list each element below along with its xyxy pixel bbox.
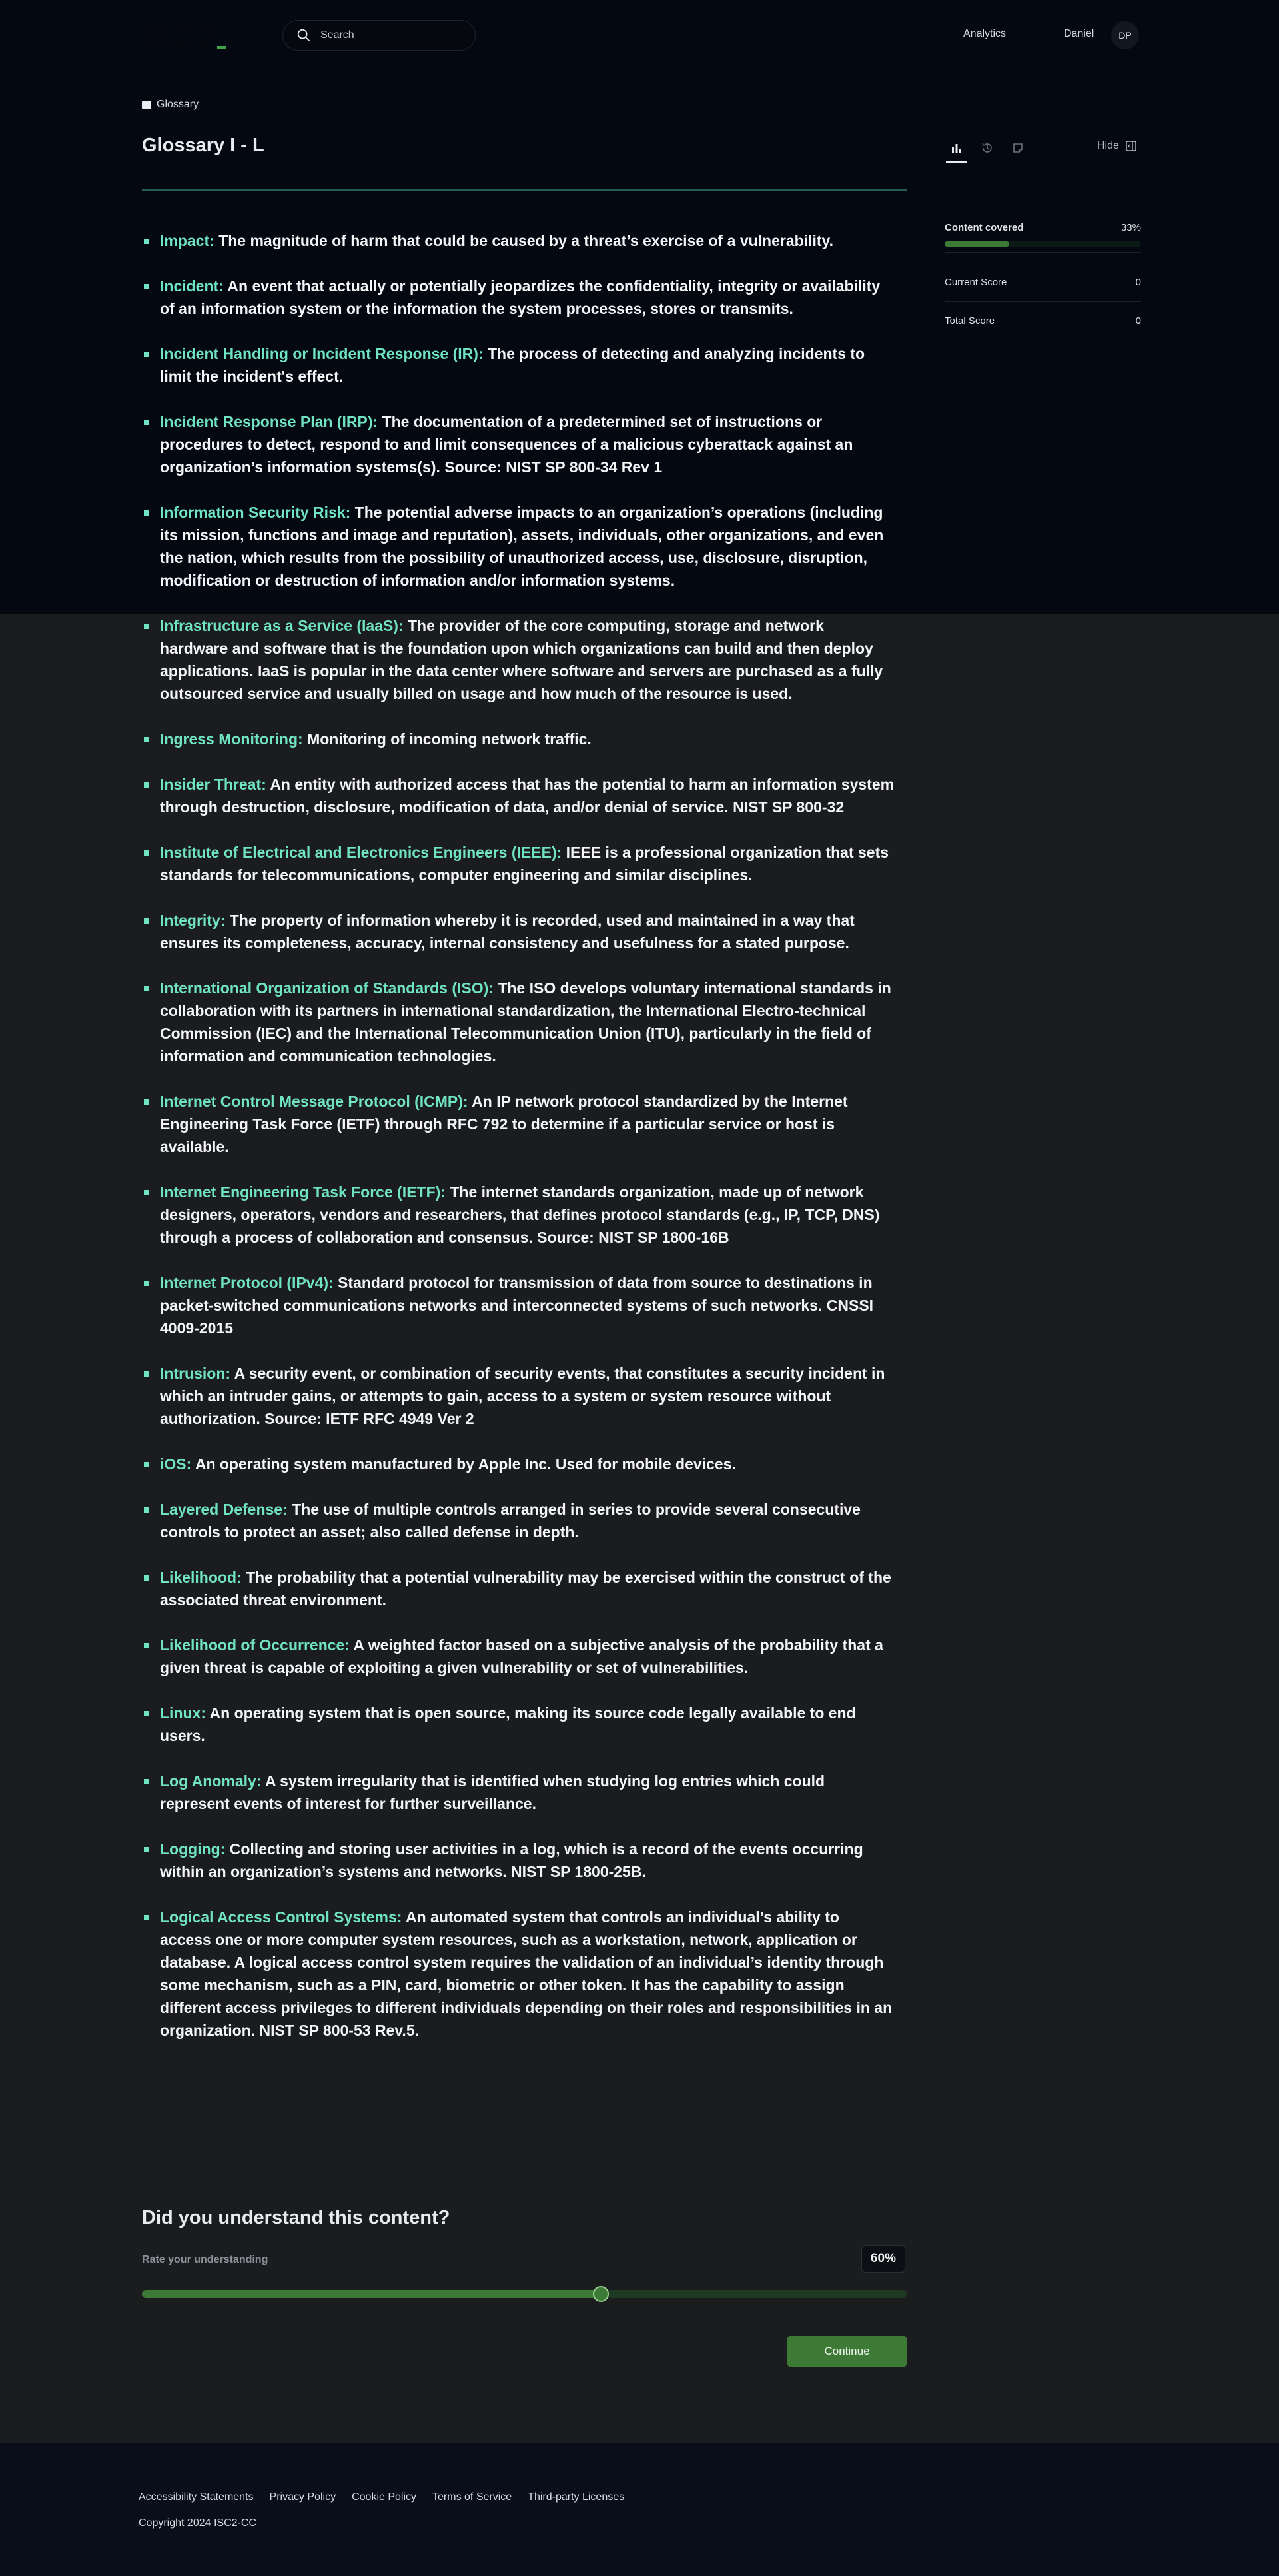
sidebar-divider — [945, 252, 1141, 253]
search-input[interactable] — [320, 29, 454, 41]
glossary-item — [142, 1362, 895, 1430]
history-tab[interactable] — [975, 136, 999, 160]
glossary-item — [142, 1906, 895, 2042]
glossary-definition: An operating system that is open source, making its source code legally available to end users. — [160, 1704, 856, 1744]
slider-handle[interactable] — [593, 2286, 609, 2302]
page-title: Glossary I - L — [142, 135, 264, 156]
footer-link[interactable]: Cookie Policy — [352, 2491, 417, 2503]
glossary-list — [142, 229, 895, 2064]
glossary-definition: An operating system manufactured by Apple Inc. Used for mobile devices. — [195, 1455, 736, 1473]
glossary-definition: An event that actually or potentially jeopardizes the confidentiality, integrity or availability of an information system or the information the system processes, stores or transmits. — [160, 277, 881, 317]
glossary-term: Intrusion: — [160, 1365, 231, 1382]
glossary-definition: An entity with authorized access that has the potential to harm an information system through destruction, disclosure, modification of data, and/or denial of service. NIST SP 800-32 — [160, 776, 895, 816]
bullet-icon — [144, 1462, 149, 1467]
glossary-definition: Standard protocol for transmission of data from source to destinations in packet-switched communications networks and interconnected systems of such networks. CNSSI 4009-2015 — [160, 1274, 874, 1337]
continue-button[interactable]: Continue — [787, 2336, 907, 2367]
glossary-definition: IEEE is a professional organization that sets standards for telecommunications, computer engineering and similar disciplines. — [160, 844, 889, 884]
glossary-term: Internet Control Message Protocol (ICMP): — [160, 1093, 468, 1110]
history-icon — [981, 141, 994, 155]
rate-value-box[interactable]: 60% — [861, 2245, 905, 2273]
glossary-item — [142, 1634, 895, 1679]
glossary-definition: An IP network protocol standardized by the Internet Engineering Task Force (IETF) through RFC 792 to determine if a particular service or host is available. — [160, 1093, 848, 1155]
breadcrumb-label[interactable]: Glossary — [157, 99, 199, 110]
bullet-icon — [144, 239, 149, 244]
glossary-item — [142, 1838, 895, 1883]
glossary-term: Internet Protocol (IPv4): — [160, 1274, 334, 1291]
bullet-icon — [144, 1099, 149, 1105]
search-box[interactable] — [282, 20, 476, 51]
sidebar-divider — [945, 301, 1141, 302]
bullet-icon — [144, 737, 149, 742]
glossary-item — [142, 909, 895, 954]
search-icon — [296, 28, 311, 43]
glossary-definition: The provider of the core computing, storage and network hardware and software that is the foundation upon which organizations can build and then deploy applications. IaaS is popular in the data center where software and servers are purchased as a fully outsourced service and usually billed on usage and how much of the resource is used. — [160, 617, 883, 702]
analytics-tab[interactable] — [945, 136, 969, 160]
total-score-value: 0 — [1135, 315, 1141, 326]
sidebar-tabs — [945, 133, 1141, 161]
glossary-definition: The probability that a potential vulnerability may be exercised within the construct of the associated threat environment. — [160, 1569, 891, 1609]
glossary-term: Internet Engineering Task Force (IETF): — [160, 1183, 446, 1201]
glossary-term: Ingress Monitoring: — [160, 730, 303, 748]
glossary-term: Likelihood of Occurrence: — [160, 1636, 350, 1654]
total-score-block — [945, 315, 1141, 326]
panel-collapse-icon — [1126, 141, 1136, 151]
current-score-value: 0 — [1135, 277, 1141, 288]
bullet-icon — [144, 510, 149, 516]
current-score-row — [945, 277, 1141, 288]
footer-link[interactable]: Terms of Service — [432, 2491, 512, 2503]
bullet-icon — [144, 624, 149, 629]
content-covered-label: Content covered — [945, 222, 1024, 233]
glossary-item — [142, 1090, 895, 1158]
bullet-icon — [144, 986, 149, 991]
glossary-definition: The ISO develops voluntary international standards in collaboration with its partners in international standardization, the International Electro-technical Commission (IEC) and the International Telecommunication Union (ITU), particularly in the field of information and communication technologies. — [160, 979, 891, 1065]
glossary-definition: The property of information whereby it is recorded, used and maintained in a way that ensures its completeness, accuracy, internal consistency and usefulness for a stated purpose. — [160, 912, 855, 952]
bullet-icon — [144, 1915, 149, 1920]
understanding-question: Did you understand this content? — [142, 2207, 450, 2228]
title-divider — [142, 189, 907, 191]
bullet-icon — [144, 1371, 149, 1377]
notes-tab[interactable] — [1006, 136, 1030, 160]
bullet-icon — [144, 420, 149, 425]
bullet-icon — [144, 1281, 149, 1286]
glossary-item — [142, 1453, 895, 1475]
glossary-term: Integrity: — [160, 912, 226, 929]
user-avatar[interactable]: DP — [1111, 21, 1139, 49]
glossary-term: Logging: — [160, 1840, 226, 1858]
glossary-item — [142, 342, 895, 388]
glossary-item — [142, 275, 895, 320]
content-covered-value: 33% — [1120, 222, 1141, 233]
glossary-item — [142, 1181, 895, 1249]
nav-analytics-link[interactable]: Analytics — [963, 28, 1007, 39]
glossary-item — [142, 841, 895, 886]
breadcrumb[interactable] — [142, 99, 199, 111]
folder-icon — [142, 101, 151, 109]
bullet-icon — [144, 1711, 149, 1716]
total-score-row — [945, 315, 1141, 326]
top-header — [0, 0, 1279, 71]
glossary-item — [142, 1770, 895, 1815]
glossary-item — [142, 1566, 895, 1611]
bullet-icon — [144, 782, 149, 788]
bullet-icon — [144, 1190, 149, 1195]
glossary-definition: Collecting and storing user activities in a log, which is a record of the events occurring within an organization’s systems and networks. NIST SP 1800-25B. — [160, 1840, 863, 1880]
glossary-term: Impact: — [160, 232, 214, 249]
glossary-definition: A weighted factor based on a subjective analysis of the probability that a given threat is capable of exploiting a given vulnerability or set of vulnerabilities. — [160, 1636, 883, 1676]
glossary-term: Incident: — [160, 277, 224, 295]
footer-link[interactable]: Privacy Policy — [269, 2491, 336, 2503]
content-progress-bar — [945, 241, 1141, 247]
glossary-term: Likelihood: — [160, 1569, 242, 1586]
glossary-definition: The process of detecting and analyzing incidents to limit the incident's effect. — [160, 345, 865, 385]
understanding-slider[interactable] — [142, 2290, 907, 2298]
glossary-term: Infrastructure as a Service (IaaS): — [160, 617, 404, 634]
bullet-icon — [144, 1643, 149, 1648]
glossary-item — [142, 614, 895, 705]
total-score-label: Total Score — [945, 315, 995, 326]
glossary-definition: The magnitude of harm that could be caused by a threat’s exercise of a vulnerability. — [218, 232, 833, 249]
glossary-term: Logical Access Control Systems: — [160, 1908, 402, 1926]
glossary-definition: Monitoring of incoming network traffic. — [307, 730, 592, 748]
glossary-item — [142, 1702, 895, 1747]
content-covered-block — [945, 222, 1141, 247]
rate-label: Rate your understanding — [142, 2254, 268, 2265]
user-name[interactable]: Daniel — [1064, 28, 1094, 39]
bullet-icon — [144, 1779, 149, 1784]
current-score-block — [945, 277, 1141, 288]
glossary-item — [142, 728, 895, 750]
analytics-icon — [951, 142, 963, 154]
hide-label: Hide — [1097, 140, 1119, 151]
slider-fill — [142, 2290, 601, 2298]
glossary-term: iOS: — [160, 1455, 192, 1473]
current-score-label: Current Score — [945, 277, 1007, 288]
notes-icon — [1012, 142, 1024, 154]
glossary-item — [142, 1271, 895, 1339]
glossary-definition: The documentation of a predetermined set of instructions or procedures to detect, respond to and limit consequences of a malicious cyberattack against an organization’s information systems(s). Source: NIST SP 800-34 Rev 1 — [160, 413, 853, 476]
glossary-item — [142, 1498, 895, 1543]
glossary-definition: The use of multiple controls arranged in series to provide several consecutive controls to protect an asset; also called defense in depth. — [160, 1501, 861, 1541]
copyright-text: Copyright 2024 ISC2-CC — [139, 2517, 256, 2529]
bullet-icon — [144, 284, 149, 289]
page-footer — [0, 2443, 1279, 2576]
glossary-item — [142, 229, 895, 252]
glossary-item — [142, 501, 895, 592]
footer-link[interactable]: Accessibility Statements — [139, 2491, 254, 2503]
isc2-logo[interactable]: ISC2 — [141, 17, 226, 57]
glossary-item — [142, 977, 895, 1067]
glossary-term: Incident Handling or Incident Response (IR): — [160, 345, 484, 362]
glossary-item — [142, 773, 895, 818]
glossary-definition: A system irregularity that is identified when studying log entries which could represent events of interest for further surveillance. — [160, 1772, 825, 1812]
glossary-term: International Organization of Standards (ISO): — [160, 979, 494, 997]
glossary-term: Insider Threat: — [160, 776, 266, 793]
bullet-icon — [144, 1575, 149, 1581]
bullet-icon — [144, 918, 149, 924]
glossary-definition: The internet standards organization, made up of network designers, operators, vendors and researchers, that defines protocol standards (e.g., IP, TCP, DNS) through a process of collaboration and consensus. Source: NIST SP 1800-16B — [160, 1183, 880, 1246]
glossary-definition: The potential adverse impacts to an organization’s operations (including its mission, functions and image and reputation), assets, individuals, other organizations, and even the nation, which results from the possibility of unauthorized access, use, disclosure, disruption, modification or destruction of information and/or information systems. — [160, 504, 884, 589]
glossary-definition: A security event, or combination of security events, that constitutes a security incident in which an intruder gains, or attempts to gain, access to a system or system resource without authorization. Source: IETF RFC 4949 Ver 2 — [160, 1365, 885, 1427]
footer-link[interactable]: Third-party Licenses — [528, 2491, 625, 2503]
bullet-icon — [144, 1847, 149, 1852]
glossary-item — [142, 410, 895, 478]
bullet-icon — [144, 352, 149, 357]
glossary-term: Information Security Risk: — [160, 504, 351, 521]
content-covered-row — [945, 222, 1141, 233]
content-progress-fill — [945, 241, 1009, 247]
glossary-term: Log Anomaly: — [160, 1772, 262, 1790]
glossary-definition: An automated system that controls an individual’s ability to access one or more computer system resources, such as a workstation, network, application or database. A logical access control system requires the validation of an individual’s identity through some mechanism, such as a PIN, card, biometric or other token. It has the capability to assign different access privileges to different individuals depending on their roles and responsibilities in an organization. NIST SP 800-53 Rev.5. — [160, 1908, 893, 2039]
glossary-term: Layered Defense: — [160, 1501, 288, 1518]
glossary-term: Institute of Electrical and Electronics Engineers (IEEE): — [160, 844, 562, 861]
bullet-icon — [144, 850, 149, 856]
bullet-icon — [144, 1507, 149, 1513]
glossary-term: Incident Response Plan (IRP): — [160, 413, 378, 430]
footer-links — [139, 2491, 624, 2503]
hide-panel-button[interactable] — [1097, 140, 1136, 152]
glossary-term: Linux: — [160, 1704, 206, 1722]
